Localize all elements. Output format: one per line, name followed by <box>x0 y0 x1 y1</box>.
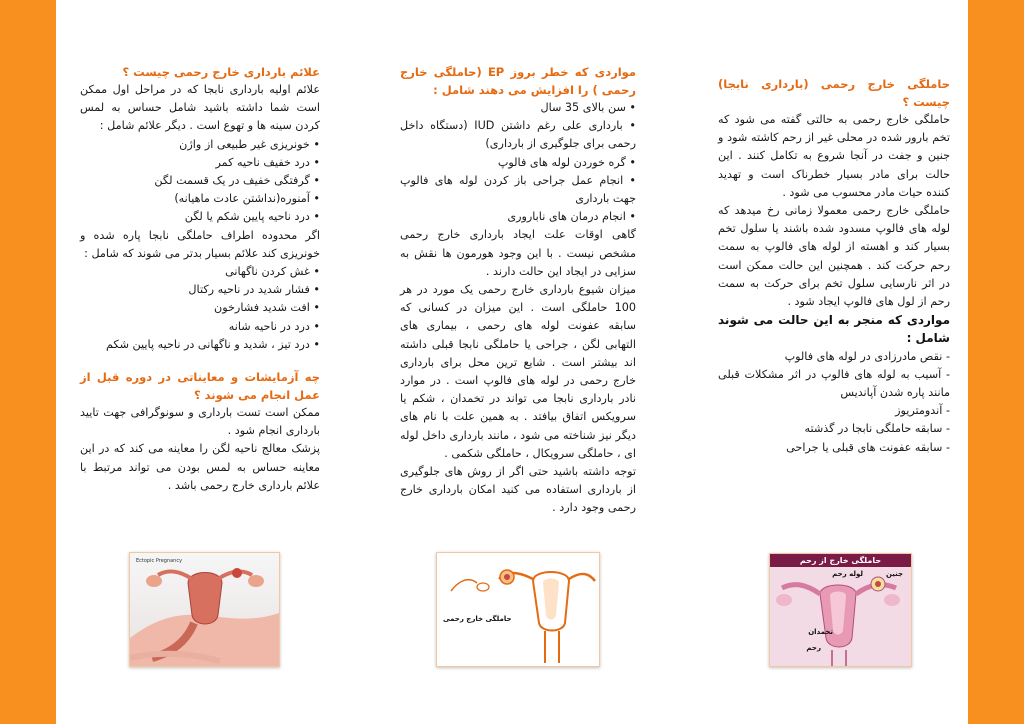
list-item: • آمنوره(نداشتن عادت ماهیانه) <box>80 190 320 208</box>
panel-symptoms <box>80 63 320 495</box>
definition-heading: حاملگی خارج رحمی (بارداری نابجا) چیست ؟ <box>718 77 950 109</box>
list-item: - آسیب به لوله های فالوپ در اثر مشکلات قبلی مانند پاره شدن آپاندیس <box>718 366 950 402</box>
definition-paragraph-2: حاملگی خارج رحمی معمولا زمانی رخ میدهد که لوله های فالوپ مسدود شده باشند یا سلول تخم بسیار کند و اهسته از لوله های فالوپ به سمت رحم حرکت کند . همچنین این حالت ممکن است در اثر نارسایی سلول تخم برای حرکت به سمت رحم از لول های فالوپ ایجاد شود . <box>718 204 950 309</box>
rupture-list <box>80 263 320 354</box>
label-fetus: جنین <box>885 570 903 578</box>
prevalence-paragraph: میزان شیوع بارداری خارج رحمی یک مورد در هر 100 حاملگی است . این میزان در کسانی که سابقه عفونت لوله های رحمی ، بیماری های التهابی لگن ، جراحی یا حاملگی نابجا قبلی داشته اند بیشتر است . شایع ترین محل برای بارداری خارج رحمی در لوله های فالوپ است . در موارد نادر بارداری نابجا می تواند در تخمدان ، شکم یا سرویکس اتفاق بیافتد . به همین علت با نام های دیگر نیز شناخته می شود ، مانند بارداری داخل لوله ای ، حاملگی سرویکال ، حاملگی شکمی . <box>400 283 636 460</box>
symptoms-intro: علائم اولیه بارداری نابجا که در مراحل اول ممکن است شما داشته باشید شامل حساس به لمس کردن سینه ها و تهوع است . دیگر علائم شامل : <box>80 83 320 133</box>
hormones-paragraph: گاهی اوقات علت ایجاد بارداری خارج رحمی مشخص نیست . با این وجود هورمون ها نقش به سزایی در ایجاد این حالت دارند . <box>400 228 636 278</box>
label-fallopian-tube: لوله رحم <box>832 570 863 578</box>
list-item: • درد ناحیه پایین شکم یا لگن <box>80 208 320 226</box>
risk-heading: مواردی که خطر بروز EP (حاملگی خارج رحمی ) را افزایش می دهند شامل : <box>400 65 636 97</box>
list-item: • سن بالای 35 سال <box>400 99 636 117</box>
tests-paragraph-1: ممکن است تست بارداری و سونوگرافی جهت تایید بارداری انجام شود . <box>80 406 320 438</box>
list-item: • گره خوردن لوله های فالوپ <box>400 154 636 172</box>
right-orange-band <box>968 0 1024 724</box>
list-item: • درد خفیف ناحیه کمر <box>80 154 320 172</box>
figure-banner: حاملگی خارج از رحم <box>770 554 911 567</box>
list-item: - آندومتریوز <box>718 402 950 420</box>
labeled-uterus-figure <box>769 553 912 667</box>
list-item: • گرفتگی خفیف در یک قسمت لگن <box>80 172 320 190</box>
causes-list <box>718 348 950 457</box>
list-item: - سابقه عفونت های قبلی یا جراحی <box>718 439 950 457</box>
rupture-text: اگر محدوده اطراف حاملگی نابجا پاره شده و خونریزی کند علائم بسیار بدتر می شوند که شامل : <box>80 228 320 260</box>
list-item: • درد تیز ، شدید و ناگهانی در ناحیه پایین شکم <box>80 336 320 354</box>
list-item: • انجام درمان های ناباروری <box>400 208 636 226</box>
list-item: • خونریزی غیر طبیعی از واژن <box>80 136 320 154</box>
list-item: • درد در ناحیه شانه <box>80 318 320 336</box>
list-item: • افت شدید فشارخون <box>80 299 320 317</box>
panel-definition <box>718 75 950 457</box>
definition-paragraph-1: حاملگی خارج رحمی به حالتی گفته می شود که تخم بارور شده در محلی غیر از رحم کاشته شود و جنین و جفت در آنجا شروع به تکامل کنند . این حالت برای مادر بسیار خطرناک است و تهدید کننده حیات مادر محسوب می شود . <box>718 113 950 199</box>
list-item: • فشار شدید در ناحیه رکتال <box>80 281 320 299</box>
risk-list <box>400 99 636 226</box>
ectopic-illustration-figure <box>129 552 280 667</box>
figure-title: Ectopic Pregnancy <box>136 558 183 564</box>
causes-heading: مواردی که منجر به این حالت می شوند شامل : <box>718 313 950 346</box>
symptoms-list <box>80 136 320 227</box>
label-ovary: تخمدان <box>808 628 833 636</box>
uterus-diagram-figure <box>436 552 600 667</box>
left-orange-band <box>0 0 56 724</box>
panel-risk-factors <box>400 63 636 518</box>
uterus-anatomy-illustration <box>130 553 279 666</box>
list-item: • انجام عمل جراحی باز کردن لوله های فالوپ جهت بارداری <box>400 172 636 208</box>
list-item: • بارداری علی رغم داشتن IUD (دستگاه داخل رحمی برای جلوگیری از بارداری) <box>400 117 636 153</box>
list-item: - نقص مادرزادی در لوله های فالوپ <box>718 348 950 366</box>
tests-heading: چه آزمایشات و معایناتی در دوره قبل از عمل انجام می شوند ؟ <box>80 370 320 403</box>
list-item: - سابقه حاملگی نابجا در گذشته <box>718 420 950 438</box>
symptoms-heading: علائم بارداری خارج رحمی چیست ؟ <box>122 65 320 79</box>
label-uterus: رحم <box>806 644 821 652</box>
contraception-paragraph: توجه داشته باشید حتی اگر از روش های جلوگیری از بارداری استفاده می کنید امکان بارداری خارج رحمی وجود دارد . <box>400 465 636 515</box>
tests-paragraph-2: پزشک معالج ناحیه لگن را معاینه می کند که در این معاینه حساس به لمس بودن می تواند مرتبط با علائم بارداری خارج رحمی باشد . <box>80 442 320 492</box>
figure-label: حاملگی خارج رحمی <box>443 615 512 623</box>
uterus-drawing <box>437 553 599 666</box>
list-item: • غش کردن ناگهانی <box>80 263 320 281</box>
